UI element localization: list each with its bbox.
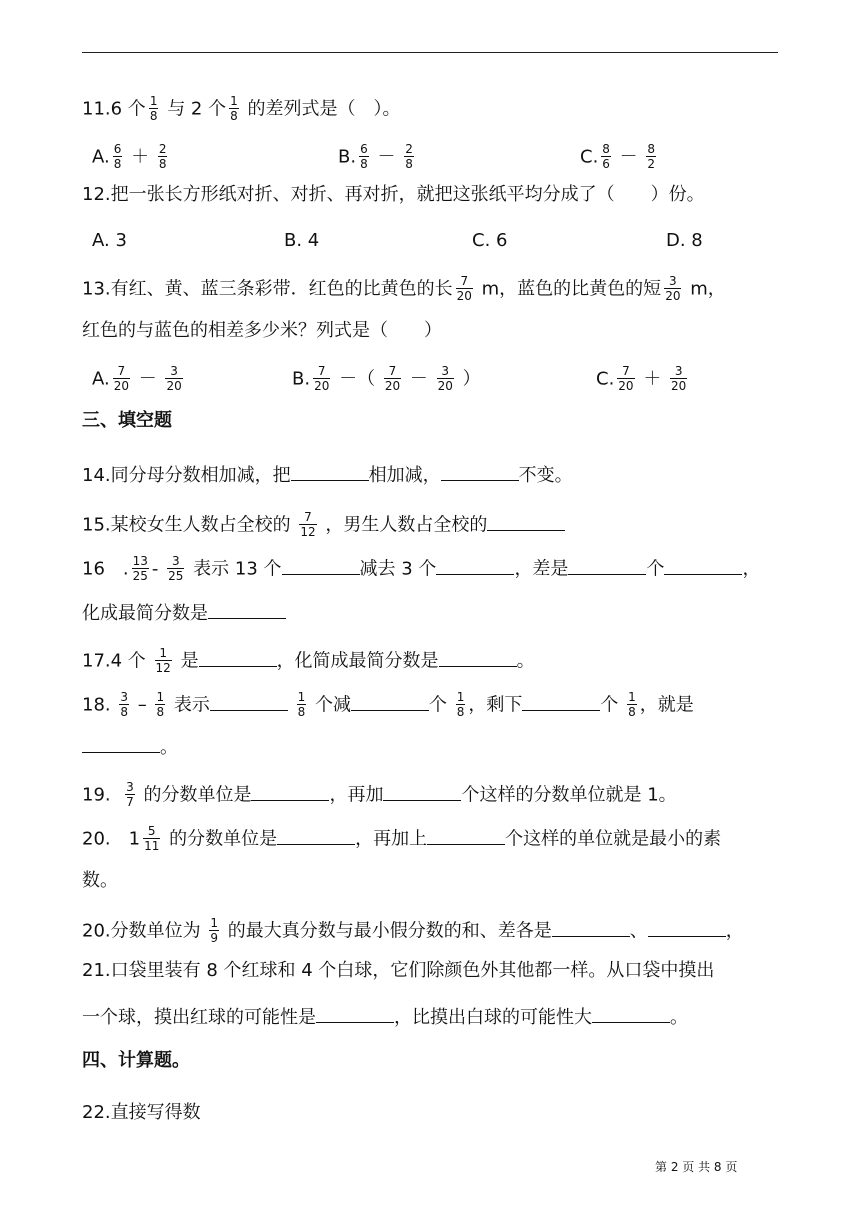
question-13-line2: 红色的与蓝色的相差多少米？列式是（ ） [82,320,442,341]
answer-blank[interactable] [208,604,286,619]
q13-option-c: C. $\frac{7}{20}$ ＋ $\frac{3}{20}$ [596,364,687,393]
q13-option-a: A. $\frac{7}{20}$ － $\frac{3}{20}$ [92,364,182,393]
question-21-line2: 一个球，摸出红球的可能性是 ，比摸出白球的可能性大 。 [82,1007,688,1028]
q12-option-c: C. 6 [472,230,508,251]
q12-option-b: B. 4 [284,230,320,251]
answer-blank[interactable] [436,560,514,575]
answer-blank[interactable] [487,516,565,531]
question-12: 12.把一张长方形纸对折、对折、再对折，就把这张纸平均分成了（ ）份。 [82,184,705,205]
answer-blank[interactable] [291,466,369,481]
question-16: 16 . $\frac{13}{25}$ - $\frac{3}{25}$ 表示 13 个 减去 3 个 ，差是 个 ， [82,554,761,583]
q11-text-c: 的差列式是（ ）。 [247,98,401,120]
fraction: $\frac{1}{8}$ [149,94,158,123]
q13-option-b: B. $\frac{7}{20}$ －（ $\frac{7}{20}$ － $\frac{3}{20}$ ） [292,364,481,393]
question-21: 21.口袋里装有 8 个红球和 4 个白球，它们除颜色外其他都一样。从口袋中摸出 [82,960,715,981]
question-20a: 20. 1 $\frac{5}{11}$ 的分数单位是 ，再加上 个这样的单位就是最小的素 [82,824,722,853]
q11-option-a: A. $\frac{6}{8}$ ＋ $\frac{2}{8}$ [92,142,167,171]
answer-blank[interactable] [210,696,288,711]
section-3-heading: 三、填空题 [82,410,172,431]
question-13: 13.有红、黄、蓝三条彩带．红色的比黄色的长 $\frac{7}{20}$ m，蓝色的比黄色的短 $\frac{3}{20}$ m， [82,274,726,303]
answer-blank[interactable] [552,922,630,937]
answer-blank[interactable] [664,560,742,575]
question-18-line2: 。 [82,738,178,757]
answer-blank[interactable] [82,738,160,753]
q12-option-d: D. 8 [666,230,703,251]
answer-blank[interactable] [383,786,461,801]
answer-blank[interactable] [316,1008,394,1023]
fraction: $\frac{1}{8}$ [230,94,238,123]
q12-option-a: A. 3 [92,230,127,251]
question-19: 19. $\frac{3}{7}$ 的分数单位是 ，再加 个这样的分数单位就是 1。 [82,780,677,809]
answer-blank[interactable] [277,830,355,845]
question-14: 14.同分母分数相加减，把 相加减， 不变。 [82,465,573,486]
header-rule [82,52,778,53]
answer-blank[interactable] [568,560,646,575]
question-17: 17.4 个 $\frac{1}{12}$ 是 ，化简成最简分数是 。 [82,646,535,675]
answer-blank[interactable] [441,466,519,481]
question-15: 15.某校女生人数占全校的 $\frac{7}{12}$ ，男生人数占全校的 [82,512,565,539]
answer-blank[interactable] [427,830,505,845]
answer-blank[interactable] [251,786,329,801]
answer-blank[interactable] [439,652,517,667]
q11-text-b: 与 2 个 [167,98,227,120]
answer-blank[interactable] [199,652,277,667]
q11-text-a: 11.6 个 [82,98,146,120]
answer-blank[interactable] [522,696,600,711]
q11-option-c: C. $\frac{8}{6}$ － $\frac{8}{2}$ [580,142,656,171]
question-18: 18. $\frac{3}{8}$ – $\frac{1}{8}$ 表示 $\frac{1}{8}$ 个减 个 $\frac{1}{8}$ ，剩下 个 $\frac{1}{8}$ ，就是 [82,690,694,719]
answer-blank[interactable] [282,560,360,575]
question-20a-line2: 数。 [82,870,118,891]
q11-option-b: B. $\frac{6}{8}$ － $\frac{2}{8}$ [338,142,413,171]
answer-blank[interactable] [592,1008,670,1023]
question-11 [82,96,400,123]
answer-blank[interactable] [351,696,429,711]
page-footer: 第 2 页 共 8 页 [655,1160,738,1174]
question-20b: 20.分数单位为 $\frac{1}{9}$ 的最大真分数与最小假分数的和、差各是 、 ， [82,916,744,945]
question-16-line2: 化成最简分数是 [82,604,286,623]
question-22: 22.直接写得数 [82,1102,201,1123]
section-4-heading: 四、计算题。 [82,1050,190,1071]
answer-blank[interactable] [648,922,726,937]
